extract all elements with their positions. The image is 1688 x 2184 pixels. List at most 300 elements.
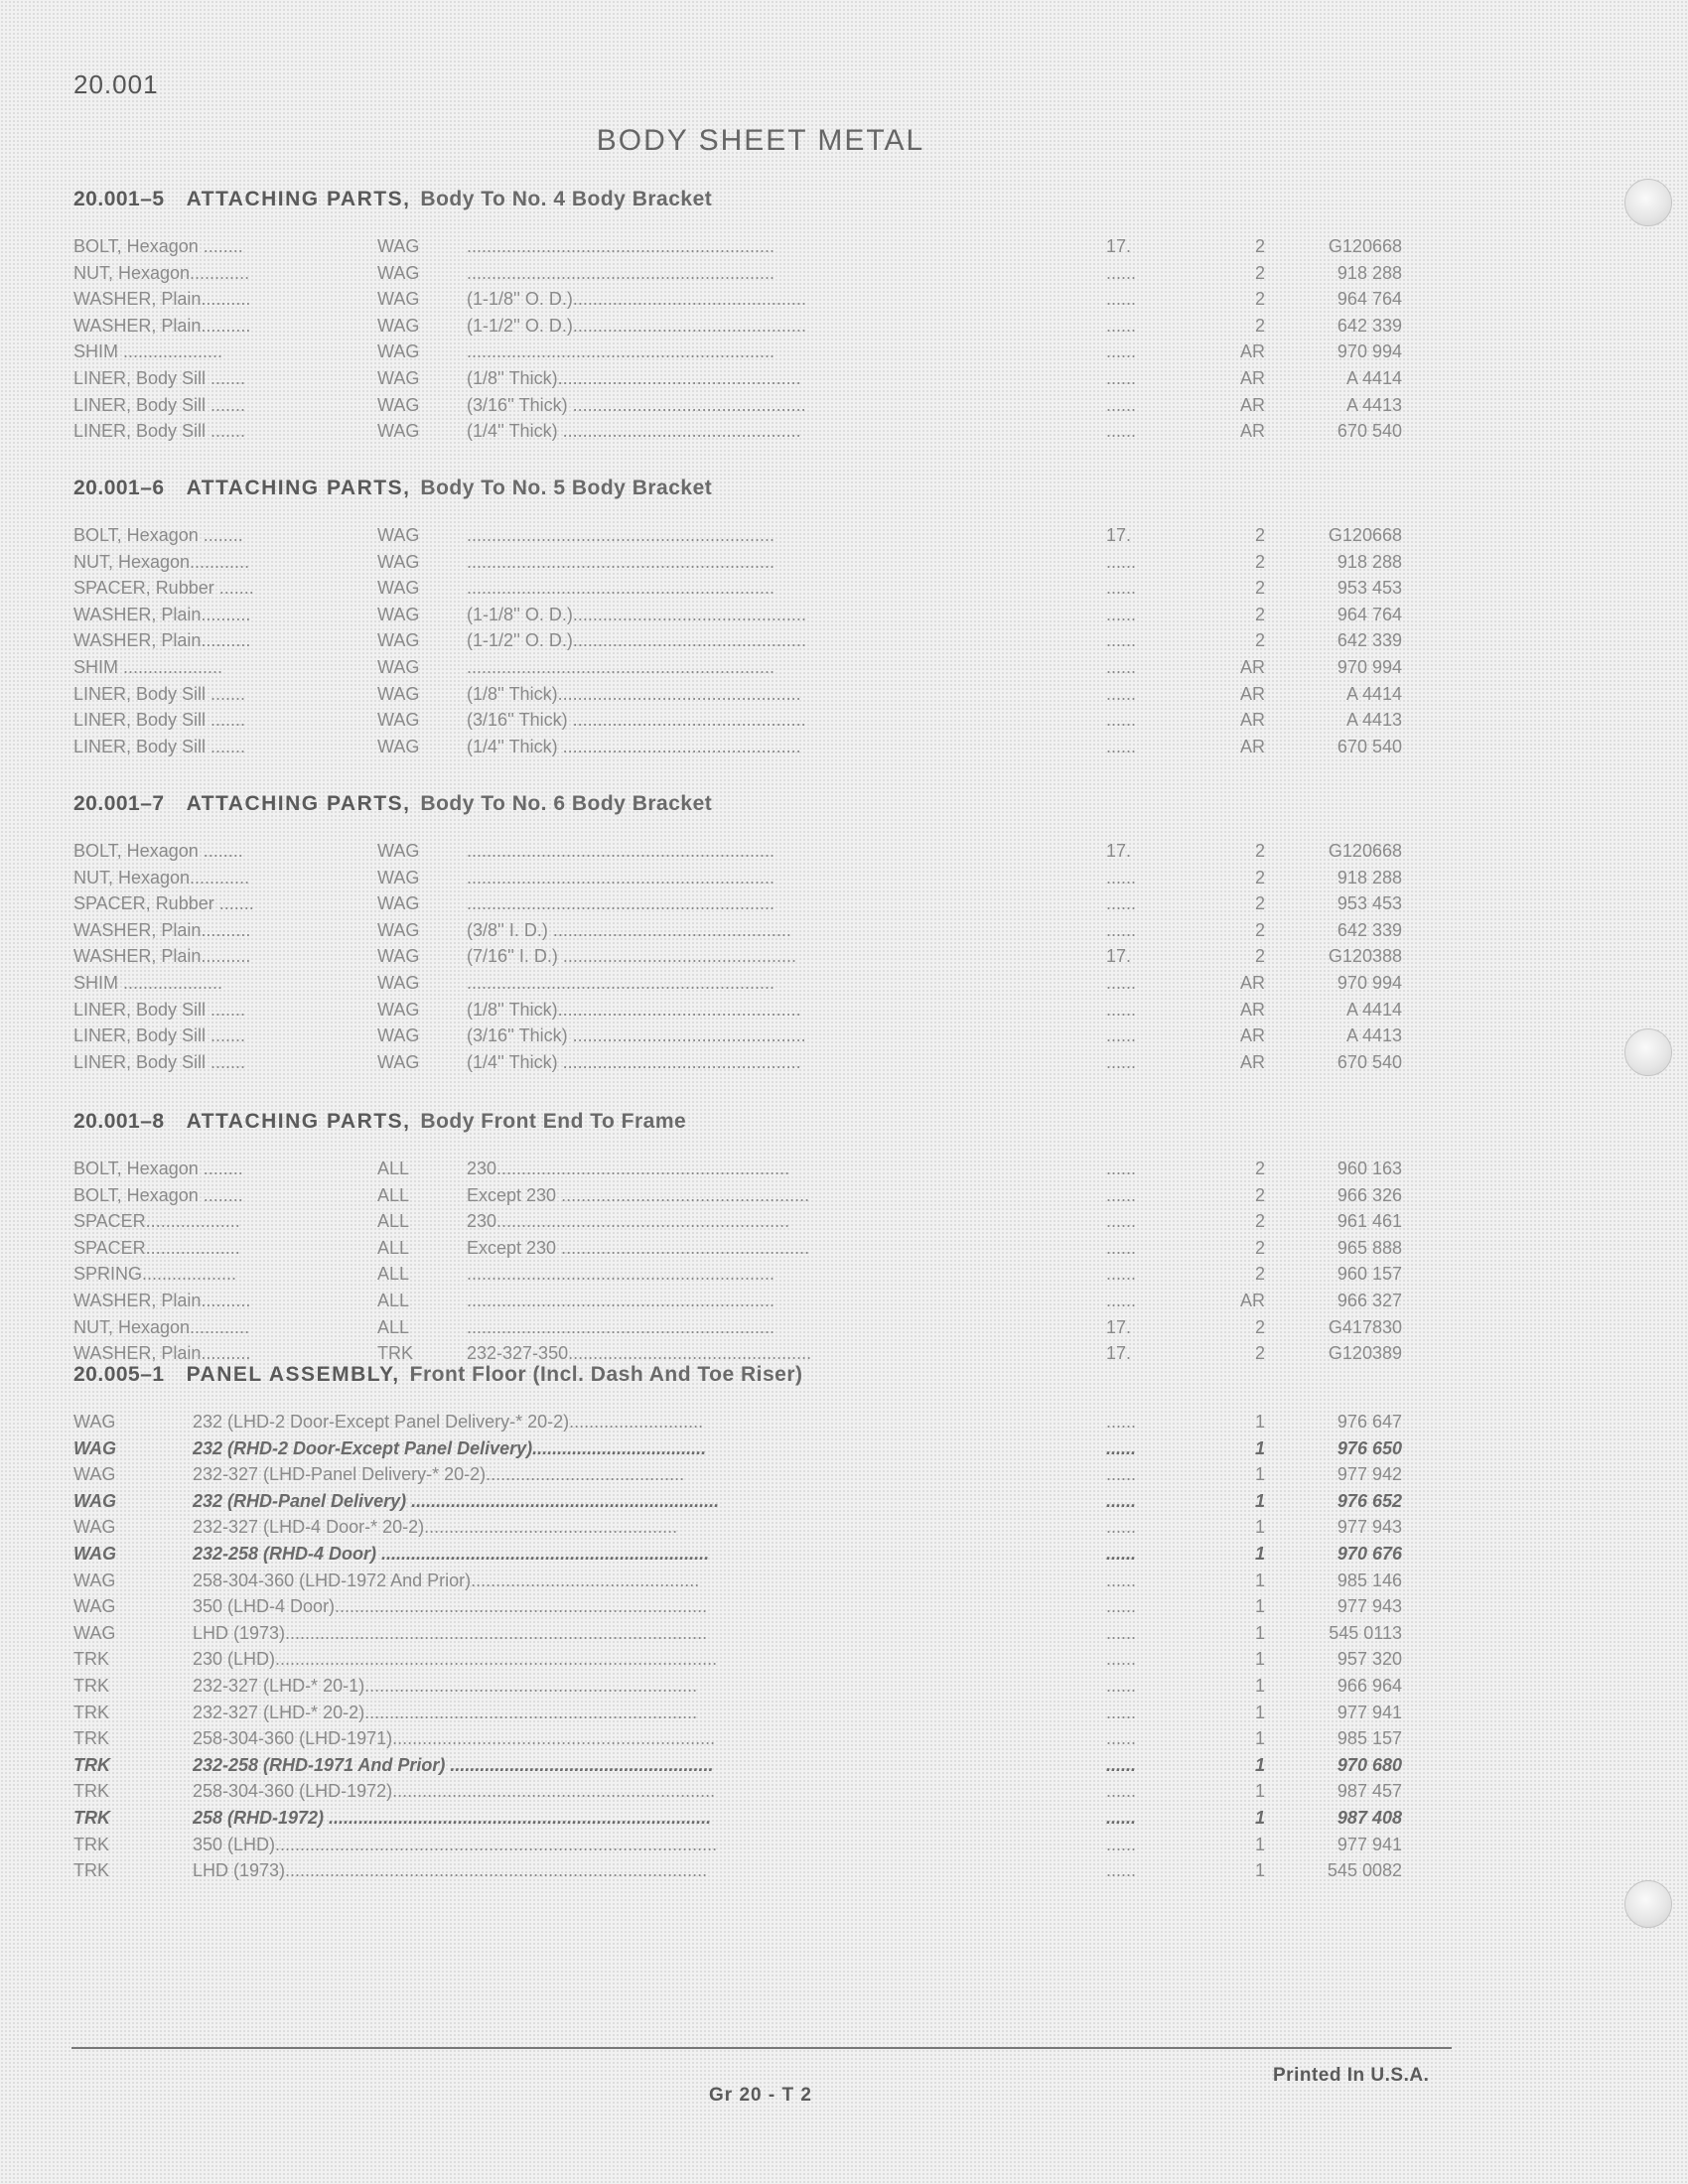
- usage-notes: (3/16'' Thick) ...............................................: [467, 1025, 806, 1046]
- model-code: WAG: [377, 236, 420, 256]
- part-number: 985 146: [1336, 1570, 1402, 1590]
- part-number: 977 942: [1336, 1464, 1402, 1485]
- part-name: SPRING...................: [73, 1264, 237, 1285]
- model-code: WAG: [73, 1437, 116, 1458]
- part-number: A 4413: [1345, 710, 1402, 731]
- parts-row: [73, 365, 1404, 392]
- quantity: 2: [1254, 893, 1265, 914]
- parts-row: [73, 1832, 1404, 1858]
- usage-notes: (3/8'' I. D.) ................................................: [467, 919, 791, 940]
- usage-notes: 350 (LHD).........................................................................................: [193, 1834, 718, 1854]
- part-number: 918 288: [1336, 867, 1402, 887]
- usage-notes: LHD (1973).....................................................................................: [193, 1622, 708, 1643]
- group-ref: ......: [1106, 421, 1137, 442]
- part-name: LINER, Body Sill .......: [73, 999, 246, 1020]
- usage-notes: 232-327 (LHD-* 20-2)...................................................................: [193, 1702, 698, 1722]
- group-ref: ......: [1106, 1437, 1137, 1458]
- quantity: 1: [1254, 1622, 1265, 1643]
- group-ref: ......: [1106, 867, 1137, 887]
- parts-list: [73, 233, 1404, 445]
- parts-row: [73, 1156, 1404, 1182]
- model-code: ALL: [377, 1159, 410, 1178]
- part-number: 966 326: [1336, 1184, 1402, 1205]
- parts-row: [73, 1023, 1404, 1049]
- quantity: AR: [1239, 736, 1265, 756]
- model-code: WAG: [377, 867, 420, 887]
- part-number: G120388: [1328, 946, 1402, 967]
- usage-notes: Except 230 ..................................................: [467, 1237, 810, 1258]
- parts-row: [73, 1673, 1404, 1700]
- usage-notes: 232-327-350.................................................: [467, 1343, 812, 1364]
- quantity: AR: [1239, 656, 1265, 677]
- parts-row: [73, 549, 1404, 576]
- part-number: 965 888: [1336, 1237, 1402, 1258]
- page-number: 20.001: [73, 69, 159, 99]
- part-number: 957 320: [1336, 1649, 1402, 1670]
- group-ref: ......: [1106, 1264, 1137, 1285]
- parts-row: [73, 1646, 1404, 1673]
- parts-row: [73, 1568, 1404, 1594]
- part-name: WASHER, Plain..........: [73, 315, 251, 336]
- part-number: 670 540: [1336, 736, 1402, 756]
- usage-notes: ..............................................................: [467, 841, 775, 861]
- parts-row: [73, 943, 1404, 970]
- section-number: 20.001–6: [73, 477, 165, 499]
- part-number: 970 676: [1336, 1543, 1402, 1564]
- model-code: ALL: [377, 1316, 410, 1337]
- group-ref: ......: [1106, 1596, 1137, 1617]
- group-ref: 17.: [1106, 1343, 1132, 1364]
- usage-notes: ..............................................................: [467, 893, 775, 914]
- group-ref: ......: [1106, 1702, 1137, 1722]
- part-name: LINER, Body Sill .......: [73, 683, 246, 704]
- parts-row: [73, 575, 1404, 602]
- part-number: 642 339: [1336, 315, 1402, 336]
- binder-hole-icon: [1624, 1880, 1672, 1928]
- parts-row: [73, 654, 1404, 681]
- group-ref: ......: [1106, 1807, 1137, 1828]
- group-ref: ......: [1106, 630, 1137, 651]
- model-code: WAG: [73, 1490, 116, 1511]
- parts-row: [73, 1541, 1404, 1568]
- part-number: 642 339: [1336, 630, 1402, 651]
- group-ref: ......: [1106, 893, 1137, 914]
- part-name: NUT, Hexagon............: [73, 867, 250, 887]
- part-number: A 4413: [1345, 1025, 1402, 1046]
- quantity: 2: [1254, 578, 1265, 599]
- part-number: 670 540: [1336, 1051, 1402, 1072]
- usage-notes: (1/4'' Thick) ................................................: [467, 421, 801, 442]
- group-ref: ......: [1106, 1543, 1137, 1564]
- section-20-001-7: [73, 784, 1404, 1075]
- usage-notes: ..............................................................: [467, 1264, 775, 1285]
- group-ref: ......: [1106, 1025, 1137, 1046]
- parts-row: [73, 1488, 1404, 1515]
- section-heading: [73, 1102, 1404, 1142]
- part-number: A 4414: [1345, 367, 1402, 388]
- part-number: 918 288: [1336, 262, 1402, 283]
- section-heading: [73, 469, 1404, 508]
- section-description: Body To No. 4 Body Bracket: [420, 188, 713, 210]
- usage-notes: (1-1/2'' O. D.)...............................................: [467, 630, 806, 651]
- group-ref: 17.: [1106, 236, 1132, 256]
- quantity: 2: [1254, 867, 1265, 887]
- quantity: AR: [1239, 972, 1265, 993]
- parts-row: [73, 1620, 1404, 1647]
- parts-row: [73, 1805, 1404, 1832]
- usage-notes: (7/16'' I. D.) ...............................................: [467, 946, 796, 967]
- part-number: 960 157: [1336, 1264, 1402, 1285]
- model-code: TRK: [73, 1702, 109, 1722]
- quantity: 1: [1254, 1860, 1265, 1881]
- group-ref: ......: [1106, 578, 1137, 599]
- model-code: WAG: [377, 683, 420, 704]
- section-20-001-5: [73, 180, 1404, 445]
- model-code: WAG: [73, 1412, 116, 1432]
- part-name: LINER, Body Sill .......: [73, 421, 246, 442]
- quantity: 2: [1254, 604, 1265, 624]
- quantity: AR: [1239, 394, 1265, 415]
- part-number: G120389: [1328, 1343, 1402, 1364]
- group-ref: ......: [1106, 1290, 1137, 1310]
- quantity: 2: [1254, 946, 1265, 967]
- usage-notes: 258-304-360 (LHD-1972).................................................................: [193, 1781, 716, 1802]
- parts-row: [73, 890, 1404, 917]
- part-number: 977 943: [1336, 1517, 1402, 1538]
- part-number: G120668: [1328, 525, 1402, 545]
- part-name: NUT, Hexagon............: [73, 262, 250, 283]
- model-code: WAG: [377, 289, 420, 310]
- parts-row: [73, 313, 1404, 340]
- section-20-001-6: [73, 469, 1404, 759]
- parts-row: [73, 1288, 1404, 1314]
- model-code: WAG: [377, 367, 420, 388]
- part-number: 970 994: [1336, 972, 1402, 993]
- group-ref: ......: [1106, 1781, 1137, 1802]
- model-code: TRK: [73, 1781, 109, 1802]
- model-code: TRK: [73, 1834, 109, 1854]
- quantity: 1: [1254, 1596, 1265, 1617]
- footer-page-ref: Gr 20 - T 2: [709, 2085, 812, 2106]
- usage-notes: 232-258 (RHD-4 Door) ..................................................................: [193, 1543, 710, 1564]
- model-code: WAG: [73, 1622, 116, 1643]
- parts-row: [73, 339, 1404, 365]
- model-code: TRK: [73, 1728, 109, 1749]
- part-number: G417830: [1328, 1316, 1402, 1337]
- usage-notes: (1/8'' Thick).................................................: [467, 999, 801, 1020]
- group-ref: ......: [1106, 1728, 1137, 1749]
- quantity: AR: [1239, 421, 1265, 442]
- usage-notes: 232 (LHD-2 Door-Except Panel Delivery-* 20-2)...........................: [193, 1412, 704, 1432]
- part-name: SPACER, Rubber .......: [73, 578, 254, 599]
- quantity: 1: [1254, 1807, 1265, 1828]
- part-number: 960 163: [1336, 1159, 1402, 1178]
- quantity: 2: [1254, 551, 1265, 572]
- model-code: TRK: [377, 1343, 413, 1364]
- quantity: 1: [1254, 1754, 1265, 1775]
- model-code: ALL: [377, 1184, 410, 1205]
- usage-notes: (1/8'' Thick).................................................: [467, 367, 801, 388]
- usage-notes: ..............................................................: [467, 341, 775, 362]
- quantity: 1: [1254, 1728, 1265, 1749]
- model-code: ALL: [377, 1211, 410, 1232]
- quantity: AR: [1239, 1025, 1265, 1046]
- parts-row: [73, 1435, 1404, 1462]
- quantity: AR: [1239, 367, 1265, 388]
- part-number: 977 941: [1336, 1834, 1402, 1854]
- group-ref: ......: [1106, 710, 1137, 731]
- group-ref: ......: [1106, 656, 1137, 677]
- model-code: WAG: [377, 946, 420, 967]
- usage-notes: (1-1/8'' O. D.)...............................................: [467, 289, 806, 310]
- part-number: 670 540: [1336, 421, 1402, 442]
- group-ref: ......: [1106, 1754, 1137, 1775]
- parts-row: [73, 1700, 1404, 1726]
- usage-notes: 232 (RHD-Panel Delivery) ..............................................................: [193, 1490, 720, 1511]
- part-name: BOLT, Hexagon ........: [73, 525, 243, 545]
- model-code: WAG: [377, 710, 420, 731]
- group-ref: ......: [1106, 551, 1137, 572]
- model-code: TRK: [73, 1754, 110, 1775]
- quantity: 1: [1254, 1702, 1265, 1722]
- part-name: WASHER, Plain..........: [73, 919, 251, 940]
- usage-notes: 350 (LHD-4 Door)...........................................................................: [193, 1596, 708, 1617]
- part-name: NUT, Hexagon............: [73, 551, 250, 572]
- parts-row: [73, 1514, 1404, 1541]
- usage-notes: 232-327 (LHD-* 20-1)...................................................................: [193, 1675, 698, 1696]
- parts-row: [73, 681, 1404, 708]
- parts-list: [73, 838, 1404, 1075]
- model-code: WAG: [377, 630, 420, 651]
- model-code: WAG: [377, 578, 420, 599]
- part-number: 964 764: [1336, 289, 1402, 310]
- part-name: LINER, Body Sill .......: [73, 394, 246, 415]
- usage-notes: ..............................................................: [467, 867, 775, 887]
- usage-notes: (1/8'' Thick).................................................: [467, 683, 801, 704]
- group-ref: ......: [1106, 315, 1137, 336]
- parts-row: [73, 1461, 1404, 1488]
- section-description: Front Floor (Incl. Dash And Toe Riser): [409, 1363, 803, 1386]
- quantity: AR: [1239, 999, 1265, 1020]
- part-number: 545 0082: [1327, 1860, 1402, 1881]
- section-heading: [73, 1355, 1404, 1395]
- quantity: 2: [1254, 525, 1265, 545]
- group-ref: ......: [1106, 1184, 1137, 1205]
- part-number: 642 339: [1336, 919, 1402, 940]
- group-ref: 17.: [1106, 525, 1132, 545]
- part-number: 953 453: [1336, 578, 1402, 599]
- quantity: 2: [1254, 1316, 1265, 1337]
- model-code: WAG: [377, 421, 420, 442]
- quantity: AR: [1239, 1051, 1265, 1072]
- page-title: BODY SHEET METAL: [596, 124, 925, 157]
- quantity: 2: [1254, 630, 1265, 651]
- binder-hole-icon: [1624, 179, 1672, 226]
- group-ref: ......: [1106, 604, 1137, 624]
- part-number: 918 288: [1336, 551, 1402, 572]
- section-number: 20.001–8: [73, 1110, 165, 1133]
- group-ref: ......: [1106, 1517, 1137, 1538]
- usage-notes: (3/16'' Thick) ...............................................: [467, 394, 806, 415]
- part-name: WASHER, Plain..........: [73, 604, 251, 624]
- quantity: 2: [1254, 1237, 1265, 1258]
- section-name: ATTACHING PARTS,: [186, 477, 411, 499]
- group-ref: ......: [1106, 1834, 1137, 1854]
- parts-row: [73, 602, 1404, 628]
- group-ref: ......: [1106, 683, 1137, 704]
- part-name: LINER, Body Sill .......: [73, 367, 246, 388]
- part-number: 953 453: [1336, 893, 1402, 914]
- part-name: WASHER, Plain..........: [73, 289, 251, 310]
- group-ref: 17.: [1106, 841, 1132, 861]
- quantity: 2: [1254, 315, 1265, 336]
- model-code: WAG: [377, 341, 420, 362]
- parts-row: [73, 1182, 1404, 1209]
- quantity: 2: [1254, 1343, 1265, 1364]
- quantity: 1: [1254, 1490, 1265, 1511]
- part-number: 966 964: [1336, 1675, 1402, 1696]
- part-name: SPACER, Rubber .......: [73, 893, 254, 914]
- model-code: WAG: [377, 736, 420, 756]
- usage-notes: ..............................................................: [467, 1316, 775, 1337]
- part-name: LINER, Body Sill .......: [73, 736, 246, 756]
- part-number: A 4414: [1345, 999, 1402, 1020]
- part-name: BOLT, Hexagon ........: [73, 1184, 243, 1205]
- parts-row: [73, 1409, 1404, 1435]
- parts-row: [73, 865, 1404, 891]
- footer-rule: [71, 2047, 1452, 2049]
- parts-row: [73, 392, 1404, 419]
- quantity: 1: [1254, 1437, 1265, 1458]
- quantity: 2: [1254, 919, 1265, 940]
- part-number: 985 157: [1336, 1728, 1402, 1749]
- section-name: ATTACHING PARTS,: [186, 188, 411, 210]
- group-ref: 17.: [1106, 946, 1132, 967]
- model-code: WAG: [377, 841, 420, 861]
- quantity: AR: [1239, 341, 1265, 362]
- parts-list: [73, 1156, 1404, 1367]
- model-code: WAG: [73, 1570, 116, 1590]
- quantity: AR: [1239, 710, 1265, 731]
- section-description: Body To No. 6 Body Bracket: [420, 792, 713, 815]
- part-name: WASHER, Plain..........: [73, 630, 251, 651]
- group-ref: ......: [1106, 999, 1137, 1020]
- model-code: TRK: [73, 1649, 109, 1670]
- quantity: 2: [1254, 236, 1265, 256]
- usage-notes: (1/4'' Thick) ................................................: [467, 736, 801, 756]
- printed-notice: Printed In U.S.A.: [1273, 2065, 1430, 2086]
- usage-notes: ..............................................................: [467, 656, 775, 677]
- model-code: WAG: [377, 551, 420, 572]
- quantity: 2: [1254, 262, 1265, 283]
- usage-notes: ..............................................................: [467, 972, 775, 993]
- quantity: AR: [1239, 1290, 1265, 1310]
- parts-row: [73, 707, 1404, 734]
- group-ref: ......: [1106, 394, 1137, 415]
- usage-notes: (1/4'' Thick) ................................................: [467, 1051, 801, 1072]
- part-number: 966 327: [1336, 1290, 1402, 1310]
- parts-row: [73, 522, 1404, 549]
- parts-row: [73, 1261, 1404, 1288]
- parts-row: [73, 286, 1404, 313]
- quantity: 1: [1254, 1412, 1265, 1432]
- usage-notes: ..............................................................: [467, 578, 775, 599]
- model-code: ALL: [377, 1290, 410, 1310]
- model-code: WAG: [377, 394, 420, 415]
- parts-row: [73, 1235, 1404, 1262]
- part-name: LINER, Body Sill .......: [73, 710, 246, 731]
- usage-notes: ..............................................................: [467, 236, 775, 256]
- parts-row: [73, 838, 1404, 865]
- part-name: BOLT, Hexagon ........: [73, 236, 243, 256]
- usage-notes: 232-327 (LHD-Panel Delivery-* 20-2)........................................: [193, 1464, 685, 1485]
- quantity: 1: [1254, 1675, 1265, 1696]
- part-number: 977 941: [1336, 1702, 1402, 1722]
- quantity: 1: [1254, 1517, 1265, 1538]
- quantity: 1: [1254, 1570, 1265, 1590]
- group-ref: ......: [1106, 1622, 1137, 1643]
- usage-notes: ..............................................................: [467, 262, 775, 283]
- parts-row: [73, 1208, 1404, 1235]
- part-number: 961 461: [1336, 1211, 1402, 1232]
- part-number: 976 647: [1336, 1412, 1402, 1432]
- usage-notes: ..............................................................: [467, 525, 775, 545]
- part-name: LINER, Body Sill .......: [73, 1025, 246, 1046]
- group-ref: ......: [1106, 919, 1137, 940]
- usage-notes: 232-327 (LHD-4 Door-* 20-2)...................................................: [193, 1517, 678, 1538]
- part-name: BOLT, Hexagon ........: [73, 1159, 243, 1178]
- parts-row: [73, 1778, 1404, 1805]
- part-number: G120668: [1328, 841, 1402, 861]
- binder-hole-icon: [1624, 1028, 1672, 1076]
- model-code: WAG: [377, 919, 420, 940]
- part-number: 987 408: [1336, 1807, 1402, 1828]
- model-code: ALL: [377, 1264, 410, 1285]
- model-code: WAG: [377, 1051, 420, 1072]
- part-number: 964 764: [1336, 604, 1402, 624]
- parts-row: [73, 418, 1404, 445]
- usage-notes: 232 (RHD-2 Door-Except Panel Delivery)...................................: [193, 1437, 707, 1458]
- model-code: WAG: [73, 1543, 116, 1564]
- parts-list: [73, 522, 1404, 759]
- part-number: 970 994: [1336, 341, 1402, 362]
- section-heading: [73, 180, 1404, 219]
- group-ref: ......: [1106, 367, 1137, 388]
- part-number: 976 652: [1336, 1490, 1402, 1511]
- section-20-005-1: [73, 1355, 1404, 1884]
- model-code: WAG: [377, 893, 420, 914]
- parts-row: [73, 260, 1404, 287]
- section-number: 20.001–5: [73, 188, 165, 210]
- quantity: AR: [1239, 683, 1265, 704]
- quantity: 1: [1254, 1464, 1265, 1485]
- group-ref: ......: [1106, 1490, 1137, 1511]
- parts-row: [73, 627, 1404, 654]
- part-name: SPACER...................: [73, 1211, 240, 1232]
- group-ref: ......: [1106, 1211, 1137, 1232]
- usage-notes: 230 (LHD).........................................................................................: [193, 1649, 718, 1670]
- group-ref: ......: [1106, 1860, 1137, 1881]
- parts-row: [73, 1593, 1404, 1620]
- group-ref: 17.: [1106, 1316, 1132, 1337]
- group-ref: ......: [1106, 1412, 1137, 1432]
- parts-row: [73, 734, 1404, 760]
- section-name: PANEL ASSEMBLY,: [186, 1363, 400, 1386]
- group-ref: ......: [1106, 1675, 1137, 1696]
- quantity: 1: [1254, 1649, 1265, 1670]
- group-ref: ......: [1106, 1649, 1137, 1670]
- usage-notes: (3/16'' Thick) ...............................................: [467, 710, 806, 731]
